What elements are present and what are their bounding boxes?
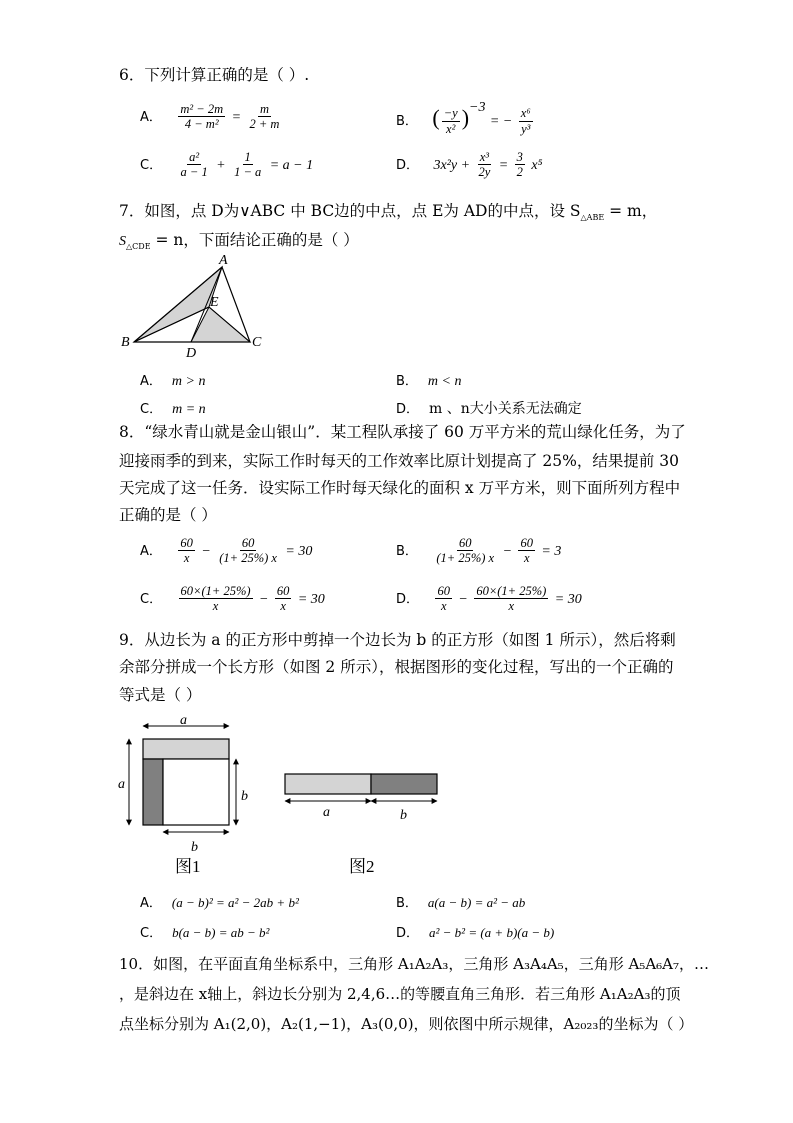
fig2-a-label: a	[323, 805, 330, 820]
q6-option-d[interactable]: D． 3x²y + $\frac{\text{x³}}{2y}$ = $\frac{3}{2}$ x⁵	[396, 150, 543, 180]
q7-stem-line2: $S_{\triangle CDE} = n$，下面结论正确的是（ ）	[119, 231, 359, 252]
shaded-triangle-cde	[191, 307, 250, 342]
q8-option-d[interactable]: D． $\frac{60}{x}$ − $\frac{60\times(1+ 25\%)}{x}$ = 30	[396, 584, 582, 614]
q8-option-b[interactable]: B． $\frac{60}{(1+ 25\%) x}$ − $\frac{60}{x}$ = 3	[396, 536, 562, 566]
label-e: E	[210, 295, 219, 310]
q9-stem-line1: 9．从边长为 a 的正方形中剪掉一个边长为 b 的正方形（如图 1 所示），然后将剩	[119, 631, 676, 649]
q7-option-a[interactable]: A． m > n	[140, 374, 206, 389]
q10-stem-line3: 点坐标分别为 A₁(2,0)，A₂(1,−1)，A₃(0,0)，则依图中所示规律，A₂₀₂₃的坐标为（ ）	[119, 1015, 694, 1033]
dark-strip	[143, 759, 163, 825]
label-b: B	[121, 335, 130, 350]
q8-stem-line2: 迎接雨季的到来，实际工作时每天的工作效率比原计划提高了 25%，结果提前 30	[119, 452, 680, 470]
fig2-b-label: b	[400, 808, 407, 823]
q6-option-a[interactable]: A． $\frac{\text{m² − 2m}}{\text{4 − m²}}$ = $\frac{m}{2 + m}$	[140, 102, 280, 132]
fig1-caption: 图1	[175, 857, 201, 876]
q8-stem-line1: 8．“绿水青山就是金山银山”．某工程队承接了 60 万平方米的荒山绿化任务，为了	[119, 423, 686, 441]
label-a: A	[219, 253, 228, 268]
fig1-b-bottom-label: b	[191, 840, 198, 855]
fig1-a-top-label: a	[180, 713, 187, 728]
q9-option-c[interactable]: C． b(a − b) = ab − b²	[140, 925, 270, 941]
label-c: C	[252, 335, 262, 350]
light-strip	[143, 739, 229, 759]
q6-stem: 6．下列计算正确的是（ ）.	[119, 66, 310, 84]
label-d: D	[186, 346, 197, 361]
q8-option-a[interactable]: A． $\frac{60}{x}$ − $\frac{60}{(1+ 25\%) x}$ = 30	[140, 536, 313, 566]
fig1-a-left-label: a	[118, 777, 125, 792]
q7-stem-line1: 7．如图，点 D为∨ABC 中 BC边的中点，点 E为 AD的中点，设 $S_{\triangle ABE} = m$，	[119, 202, 658, 223]
q9-stem-line3: 等式是（ ）	[119, 686, 202, 704]
q9-option-b[interactable]: B． a(a − b) = a² − ab	[396, 895, 526, 911]
q9-option-d[interactable]: D． a² − b² = (a + b)(a − b)	[396, 925, 555, 941]
q9-figures	[115, 712, 445, 877]
q8-stem-line3: 天完成了这一任务．设实际工作时每天绿化的面积 x 万平方米，则下面所列方程中	[119, 479, 681, 497]
q7-triangle-figure	[118, 252, 268, 362]
q10-stem-line2: ，是斜边在 x轴上，斜边长分别为 2,4,6…的等腰直角三角形．若三角形 A₁A₂A₃的顶	[119, 985, 681, 1003]
fig1-b-right-label: b	[241, 789, 248, 804]
q8-stem-line4: 正确的是（ ）	[119, 506, 217, 524]
cut-square	[163, 759, 229, 825]
q7-option-b[interactable]: B． m < n	[396, 374, 462, 389]
q10-stem-line1: 10．如图，在平面直角坐标系中，三角形 A₁A₂A₃，三角形 A₃A₄A₅，三角形 A₅A₆A₇，…	[119, 955, 710, 973]
q9-stem-line2: 余部分拼成一个长方形（如图 2 所示），根据图形的变化过程，写出的一个正确的	[119, 658, 674, 676]
q6-option-b[interactable]: B． ( $\frac{-y}{\text{x²}}$ )$^{-3}$ = − $\frac{\text{x⁶}}{\text{y³}}$	[396, 100, 531, 136]
q6-option-c[interactable]: C． $\frac{\text{a²}}{a - 1}$ + $\frac{1}{1 - a}$ = a − 1	[140, 150, 314, 180]
q7-option-c[interactable]: C． m = n	[140, 402, 206, 417]
q7-option-d[interactable]: D． m 、n大小关系无法确定	[396, 401, 582, 417]
q8-option-c[interactable]: C． $\frac{60\times(1+ 25\%)}{x}$ − $\frac{60}{x}$ = 30	[140, 584, 325, 614]
q9-option-a[interactable]: A． (a − b)² = a² − 2ab + b²	[140, 895, 299, 911]
fig2-caption: 图2	[349, 857, 375, 876]
fig2-dark-rect	[371, 774, 437, 794]
fig2-light-rect	[285, 774, 371, 794]
